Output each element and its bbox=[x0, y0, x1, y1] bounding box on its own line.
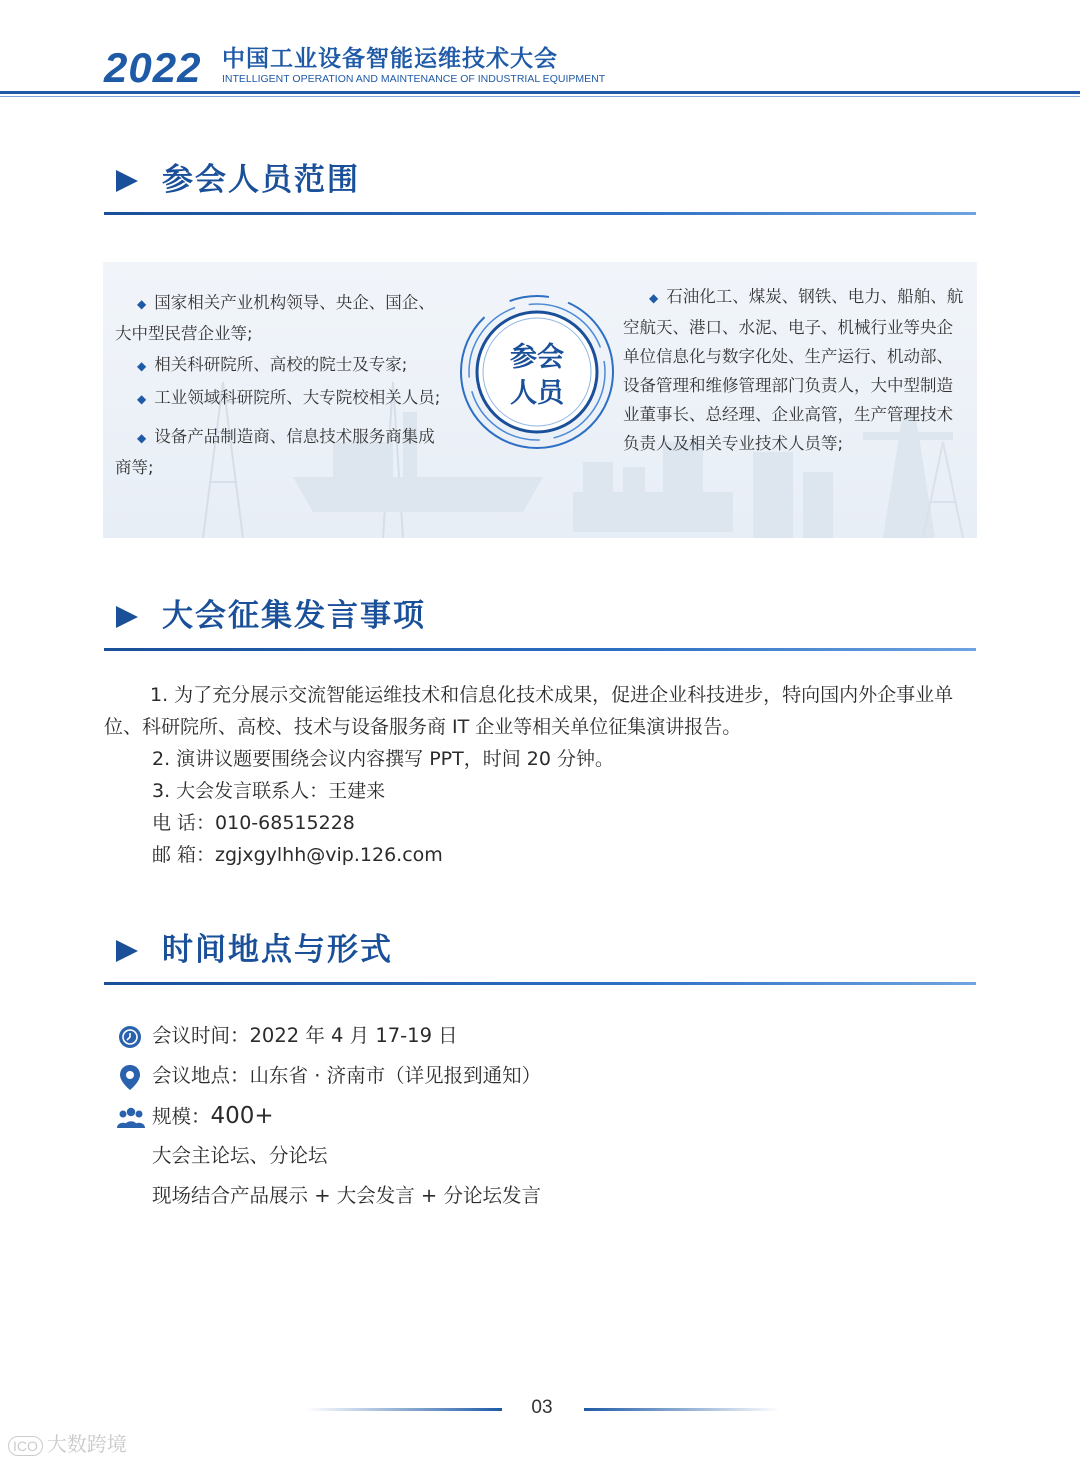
diamond-bullet-icon: ◆ bbox=[137, 392, 147, 406]
list-item: ◆ 石油化工、煤炭、钢铁、电力、船舶、航空航天、港口、水泥、电子、机械行业等央企单位信息化与数字化处、生产运行、机动部、设备管理和维修管理部门负责人，大中型制造业董事长、总经理、企业高管，生产管理技术负责人及相关专业技术人员等; bbox=[623, 282, 967, 458]
list-item: ◆ 设备产品制造商、信息技术服务商集成商等; bbox=[115, 422, 447, 482]
section-underline bbox=[104, 648, 976, 651]
speech-item-1: 1. 为了充分展示交流智能运维技术和信息化技术成果，促进企业科技进步，特向国内外企事业单位、科研院所、高校、技术与设备服务商 IT 企业等相关单位征集演讲报告。 bbox=[104, 684, 954, 738]
header-year: 2022 bbox=[104, 44, 202, 91]
watermark-text: 大数跨境 bbox=[46, 1432, 127, 1456]
section-heading-speech bbox=[104, 592, 976, 652]
participants-box bbox=[103, 262, 977, 538]
participants-right-list bbox=[623, 282, 967, 460]
scale-value: 400+ bbox=[210, 1103, 274, 1129]
footer-line-right bbox=[584, 1408, 780, 1411]
header-subtitle: INTELLIGENT OPERATION AND MAINTENANCE OF INDUSTRIAL EQUIPMENT bbox=[222, 73, 606, 85]
meeting-time-row: 会议时间：2022 年 4 月 17-19 日 bbox=[116, 1020, 458, 1052]
watermark-logo: ICO bbox=[8, 1436, 43, 1456]
meeting-place-row: 会议地点：山东省 · 济南市（详见报到通知） bbox=[116, 1060, 541, 1092]
clock-icon bbox=[116, 1023, 146, 1051]
page-number: 03 bbox=[531, 1397, 553, 1418]
section-title: 参会人员范围 bbox=[162, 162, 360, 198]
speech-item-3: 3. 大会发言联系人：王建来 bbox=[152, 780, 386, 802]
section-title: 时间地点与形式 bbox=[162, 932, 393, 968]
list-item: ◆ 相关科研院所、高校的院士及专家; bbox=[115, 350, 447, 381]
contact-phone: 电 话：010-68515228 bbox=[152, 812, 355, 834]
section-title: 大会征集发言事项 bbox=[162, 598, 426, 634]
section-heading-participants bbox=[104, 156, 976, 216]
participants-badge-label: 参会 人员 bbox=[510, 342, 564, 409]
speech-item-2: 2. 演讲议题要围绕会议内容撰写 PPT，时间 20 分钟。 bbox=[152, 748, 614, 770]
page-header bbox=[0, 0, 1080, 100]
arrow-icon bbox=[116, 170, 138, 192]
arrow-icon bbox=[116, 940, 138, 962]
watermark bbox=[8, 1430, 127, 1458]
section-heading-time bbox=[104, 926, 976, 986]
meeting-scale-row: 规模：400+ bbox=[116, 1100, 274, 1133]
diamond-bullet-icon: ◆ bbox=[137, 431, 147, 445]
speech-details bbox=[104, 679, 976, 871]
header-divider-thin bbox=[0, 96, 1080, 97]
diamond-bullet-icon: ◆ bbox=[137, 297, 147, 311]
people-icon bbox=[116, 1104, 146, 1132]
diamond-bullet-icon: ◆ bbox=[137, 359, 147, 373]
list-item: ◆ 工业领域科研院所、大专院校相关人员; bbox=[115, 383, 447, 414]
contact-email: 邮 箱：zgjxgylhh@vip.126.com bbox=[152, 844, 443, 866]
location-pin-icon bbox=[116, 1063, 146, 1091]
header-title: 中国工业设备智能运维技术大会 bbox=[222, 46, 558, 72]
footer-line-left bbox=[306, 1408, 502, 1411]
participants-left-list bbox=[115, 288, 447, 484]
arrow-icon bbox=[116, 606, 138, 628]
meeting-format: 现场结合产品展示 + 大会发言 + 分论坛发言 bbox=[152, 1184, 541, 1207]
section-underline bbox=[104, 212, 976, 215]
section-underline bbox=[104, 982, 976, 985]
header-divider bbox=[0, 91, 1080, 94]
diamond-bullet-icon: ◆ bbox=[649, 291, 659, 305]
list-item: ◆ 国家相关产业机构领导、央企、国企、大中型民营企业等; bbox=[115, 288, 447, 348]
forum-types: 大会主论坛、分论坛 bbox=[152, 1144, 328, 1167]
